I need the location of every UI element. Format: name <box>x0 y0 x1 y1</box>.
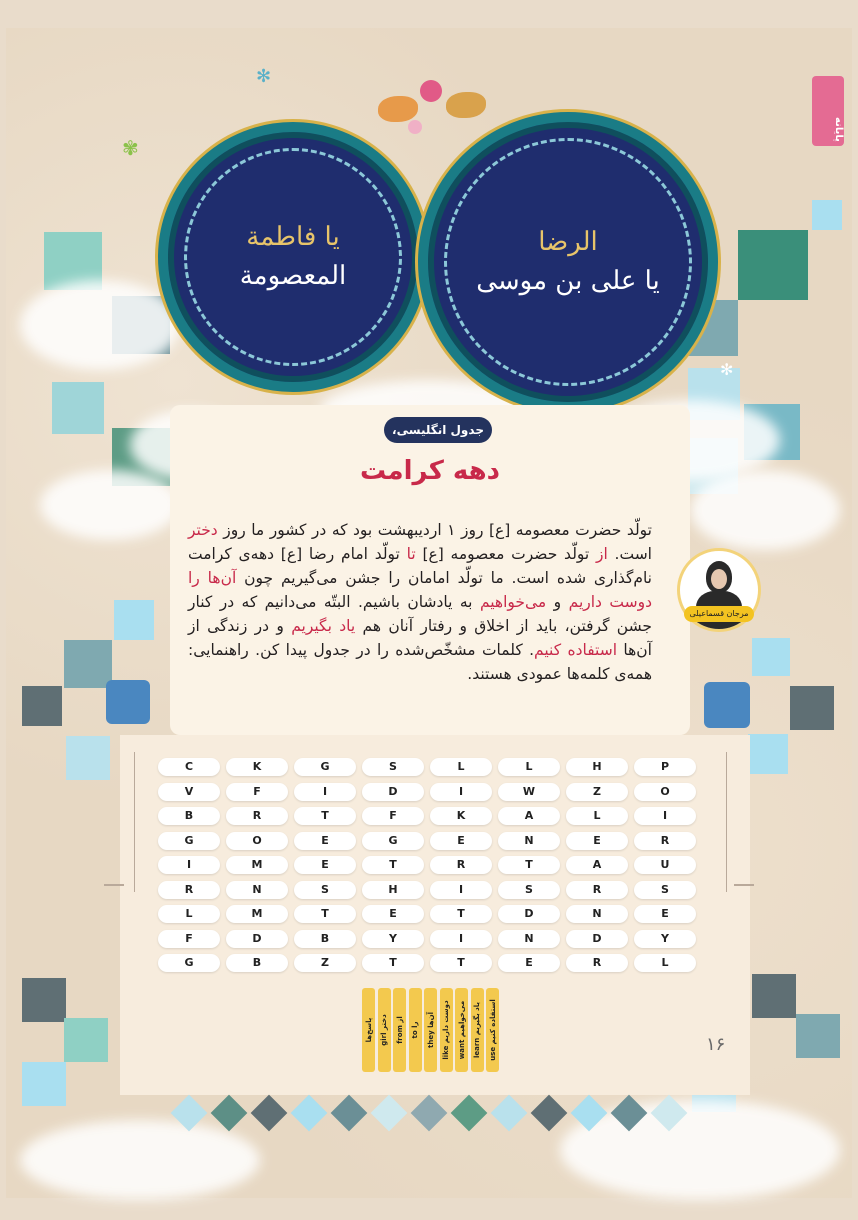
deco-square <box>106 680 150 724</box>
calligraphy-line: یا علی بن موسی <box>476 266 660 296</box>
article-title: دهه کرامت <box>359 456 501 486</box>
answer-strip <box>393 988 406 1072</box>
divider-line <box>134 752 135 892</box>
grid-cell[interactable]: T <box>430 905 492 923</box>
deco-square <box>64 1018 108 1062</box>
cloud <box>690 470 840 550</box>
answer-strip-label: دوست داریم like <box>442 1000 450 1060</box>
grid-cell[interactable]: D <box>362 783 424 801</box>
grid-cell[interactable]: E <box>634 905 696 923</box>
answer-strip-label: استفاده کنیم use <box>488 999 497 1061</box>
grid-cell[interactable]: K <box>226 758 288 776</box>
divider-line <box>726 752 727 892</box>
medallion-calligraphy <box>198 162 388 352</box>
grid-cell[interactable]: O <box>634 783 696 801</box>
body-text-segment: تولّد امام رضا [ع] دهه‌ی کرامت نام‌گذاری شده است. ما تولّد امامان را جشن می‌گیریم چون <box>188 545 653 587</box>
deco-square <box>752 974 796 1018</box>
tick-mark <box>104 884 124 886</box>
deco-square <box>752 638 790 676</box>
body-text-segment: تولّد حضرت معصومه [ع] روز ۱ اردیبهشت بود که در کشور ما روز <box>217 521 652 539</box>
grid-cell[interactable]: E <box>566 832 628 850</box>
grid-cell[interactable]: N <box>498 930 560 948</box>
body-text-segment: به یادشان باشیم. البتّه می‌دانیم که در کنار جشن گرفتن، باید از اخلاق و رفتار آنان هم <box>188 593 653 635</box>
highlighted-word: استفاده کنیم <box>534 641 618 659</box>
grid-cell[interactable]: A <box>498 807 560 825</box>
flower-illustration <box>408 120 422 134</box>
grid-cell[interactable]: T <box>362 856 424 874</box>
answer-strip <box>471 988 484 1072</box>
grid-cell[interactable]: S <box>634 881 696 899</box>
grid-cell[interactable]: G <box>158 954 220 972</box>
grid-cell[interactable]: L <box>498 758 560 776</box>
grid-cell[interactable]: N <box>566 905 628 923</box>
grid-cell[interactable]: E <box>430 832 492 850</box>
deco-square <box>64 640 112 688</box>
deco-square <box>796 1014 840 1058</box>
grid-cell[interactable]: R <box>226 807 288 825</box>
grid-cell[interactable]: F <box>362 807 424 825</box>
bird-illustration <box>378 96 418 122</box>
grid-cell[interactable]: R <box>566 954 628 972</box>
grid-cell[interactable]: T <box>294 807 356 825</box>
grid-cell[interactable]: O <box>226 832 288 850</box>
grid-cell[interactable]: G <box>362 832 424 850</box>
author-name: مرجان قسماعیلی <box>684 606 754 622</box>
highlighted-word: از <box>596 545 608 563</box>
grid-cell[interactable]: Y <box>634 930 696 948</box>
grid-cell[interactable]: E <box>294 856 356 874</box>
highlighted-word: آن‌ها <box>207 569 237 587</box>
grid-cell[interactable]: T <box>498 856 560 874</box>
highlighted-word: دختر <box>188 521 218 539</box>
flower-illustration <box>420 80 442 102</box>
deco-square <box>52 382 104 434</box>
calligraphy-medallion-right <box>418 112 718 412</box>
body-text-segment: تولّد حضرت معصومه [ع] <box>415 545 596 563</box>
flower-icon: ✻ <box>720 360 734 379</box>
grid-cell[interactable]: T <box>294 905 356 923</box>
grid-cell[interactable]: I <box>634 807 696 825</box>
deco-square <box>812 200 842 230</box>
calligraphy-medallion-left <box>158 122 428 392</box>
grid-cell[interactable]: F <box>226 783 288 801</box>
answer-strip-label: دختر girl <box>380 1014 388 1046</box>
grid-cell[interactable]: M <box>226 856 288 874</box>
flower-icon: ✻ <box>256 66 272 87</box>
grid-cell[interactable]: Y <box>362 930 424 948</box>
answer-strip <box>409 988 422 1072</box>
grid-cell[interactable]: H <box>362 881 424 899</box>
answer-strip <box>486 988 499 1072</box>
grid-cell[interactable]: D <box>226 930 288 948</box>
calligraphy-line: یا فاطمة <box>246 222 340 252</box>
highlighted-word: می‌خواهیم <box>479 593 547 611</box>
grid-cell[interactable]: R <box>566 881 628 899</box>
deco-square <box>738 230 808 300</box>
deco-square <box>22 1062 66 1106</box>
answer-strip-label: از from <box>395 1016 404 1044</box>
flower-icon: ✾ <box>122 136 139 160</box>
grid-cell[interactable]: R <box>634 832 696 850</box>
grid-cell[interactable]: L <box>634 954 696 972</box>
highlighted-word: تا <box>406 545 416 563</box>
highlighted-word: دوست داریم <box>568 593 652 611</box>
cloud <box>20 1120 260 1200</box>
grid-cell[interactable]: W <box>498 783 560 801</box>
answer-strip-label: پاسخ‌ها <box>364 1017 373 1043</box>
body-text-segment <box>200 569 208 587</box>
body-text-segment: . کلمات مشخّص‌شده را در جدول پیدا کن. راهنمایی: همه‌ی کلمه‌ها عمودی هستند. <box>188 641 652 683</box>
answer-strip-label: می‌خواهیم want <box>457 1000 466 1060</box>
answer-strip <box>362 988 375 1072</box>
grid-cell[interactable]: V <box>158 783 220 801</box>
grid-cell[interactable]: A <box>566 856 628 874</box>
grid-cell[interactable]: N <box>498 832 560 850</box>
body-text-segment: و <box>546 593 569 611</box>
grid-cell[interactable]: G <box>294 758 356 776</box>
deco-square <box>748 734 788 774</box>
answer-strip <box>455 988 468 1072</box>
deco-square <box>790 686 834 730</box>
grid-cell[interactable]: I <box>430 881 492 899</box>
grid-cell[interactable]: I <box>294 783 356 801</box>
grid-cell[interactable]: I <box>430 930 492 948</box>
grid-cell[interactable]: P <box>634 758 696 776</box>
grid-cell[interactable]: L <box>430 758 492 776</box>
answer-strip-label: یاد بگیریم learn <box>473 1001 481 1059</box>
grid-cell[interactable]: S <box>498 881 560 899</box>
article-body <box>188 518 652 686</box>
calligraphy-line: الرضا <box>538 227 598 257</box>
grid-cell[interactable]: L <box>158 905 220 923</box>
grid-cell[interactable]: S <box>294 881 356 899</box>
medallion-calligraphy <box>458 152 678 372</box>
calligraphy-line: المعصومة <box>239 261 347 291</box>
grid-cell[interactable]: B <box>226 954 288 972</box>
answer-strip <box>440 988 453 1072</box>
deco-square <box>22 978 66 1022</box>
deco-square <box>22 686 62 726</box>
grid-cell[interactable]: K <box>430 807 492 825</box>
deco-square <box>704 682 750 728</box>
grid-cell[interactable]: I <box>430 783 492 801</box>
deco-square <box>66 736 110 780</box>
grid-cell[interactable]: D <box>566 930 628 948</box>
highlighted-word: یاد بگیریم <box>291 617 356 635</box>
body-text-segment: و در زندگی از آن‌ها <box>188 617 652 659</box>
grid-cell[interactable]: C <box>158 758 220 776</box>
side-label: پایانه <box>833 117 844 142</box>
grid-cell[interactable]: E <box>362 905 424 923</box>
grid-cell[interactable]: N <box>226 881 288 899</box>
grid-cell[interactable]: L <box>566 807 628 825</box>
section-badge: جدول انگلیسی، <box>384 417 492 443</box>
grid-cell[interactable]: B <box>294 930 356 948</box>
grid-cell[interactable]: F <box>158 930 220 948</box>
grid-cell[interactable]: E <box>294 832 356 850</box>
grid-cell[interactable]: B <box>158 807 220 825</box>
grid-cell[interactable]: U <box>634 856 696 874</box>
tick-mark <box>734 884 754 886</box>
grid-cell[interactable]: T <box>430 954 492 972</box>
grid-cell[interactable]: R <box>158 881 220 899</box>
grid-cell[interactable]: D <box>498 905 560 923</box>
grid-cell[interactable]: M <box>226 905 288 923</box>
bird-illustration <box>446 92 486 118</box>
answer-strip <box>424 988 437 1072</box>
grid-cell[interactable]: Z <box>566 783 628 801</box>
grid-cell[interactable]: Z <box>294 954 356 972</box>
grid-cell[interactable]: S <box>362 758 424 776</box>
cloud <box>40 470 180 540</box>
grid-cell[interactable]: G <box>158 832 220 850</box>
highlighted-word: را <box>188 569 200 587</box>
grid-cell[interactable]: R <box>430 856 492 874</box>
deco-square <box>114 600 154 640</box>
page-number: ۱۶ <box>706 1034 726 1055</box>
body-text-segment: است. <box>607 545 652 563</box>
answer-strip-label: آن‌ها they <box>426 1012 435 1048</box>
grid-cell[interactable]: E <box>498 954 560 972</box>
avatar-face <box>711 569 727 589</box>
grid-cell[interactable]: T <box>362 954 424 972</box>
grid-cell[interactable]: H <box>566 758 628 776</box>
cloud <box>20 280 180 370</box>
answer-strip <box>378 988 391 1072</box>
answer-strip-label: را to <box>411 1021 419 1039</box>
grid-cell[interactable]: I <box>158 856 220 874</box>
